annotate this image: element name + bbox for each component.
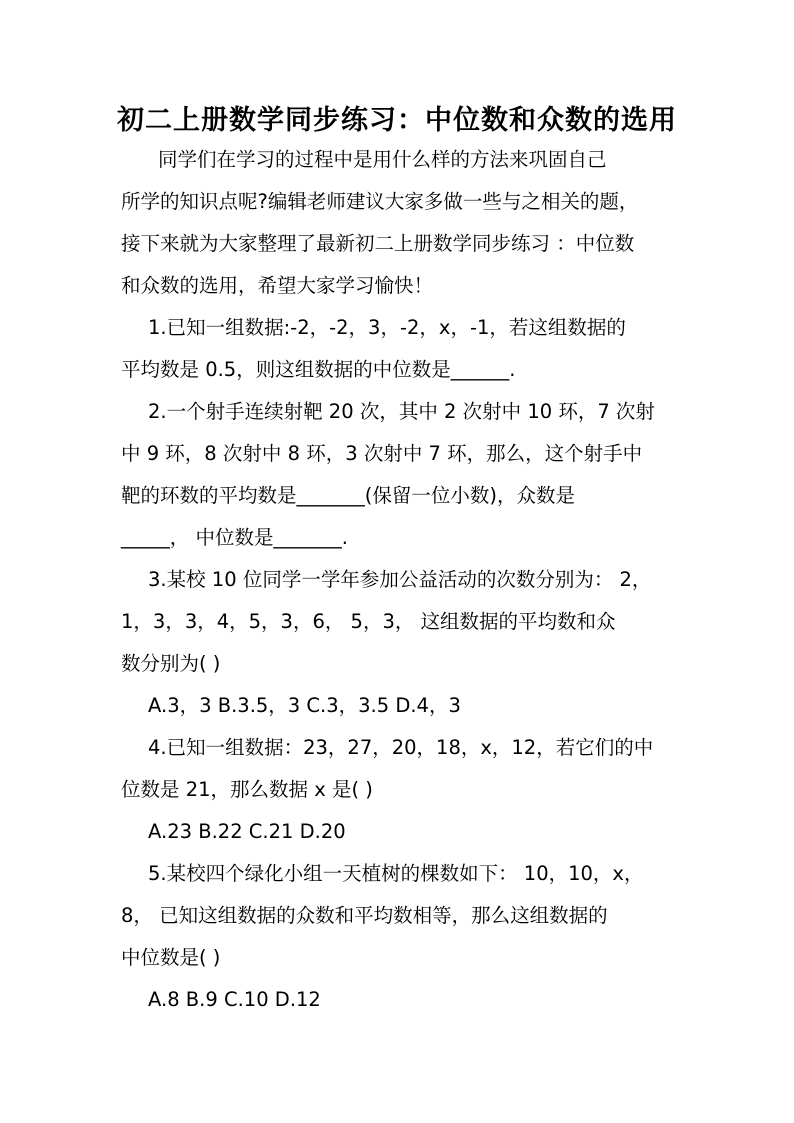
question-4-line: 位数是 21，那么数据 x 是( ) bbox=[121, 778, 373, 801]
question-3-line: 3.某校 10 位同学一学年参加公益活动的次数分别为： 2， bbox=[148, 568, 652, 591]
question-3-line: 数分别为( ) bbox=[121, 652, 221, 675]
question-2-line: _____， 中位数是_______. bbox=[121, 526, 348, 549]
question-5-options: A.8 B.9 C.10 D.12 bbox=[148, 988, 321, 1011]
intro-line: 所学的知识点呢?编辑老师建议大家多做一些与之相关的题， bbox=[121, 190, 639, 213]
question-4-options: A.23 B.22 C.21 D.20 bbox=[148, 820, 346, 843]
document-title: 初二上册数学同步练习：中位数和众数的选用 bbox=[117, 105, 677, 136]
question-3-line: 1，3，3，4，5，3，6， 5，3， 这组数据的平均数和众 bbox=[121, 610, 616, 633]
question-2-line: 2.一个射手连续射靶 20 次，其中 2 次射中 10 环，7 次射 bbox=[148, 400, 655, 423]
question-1-line: 1.已知一组数据:-2，-2，3，-2，x，-1，若这组数据的 bbox=[148, 316, 626, 339]
question-5-line: 8， 已知这组数据的众数和平均数相等，那么这组数据的 bbox=[121, 904, 608, 927]
intro-line: 接下来就为大家整理了最新初二上册数学同步练习 ：中位数 bbox=[121, 232, 635, 255]
intro-line: 和众数的选用，希望大家学习愉快！ bbox=[121, 274, 434, 297]
question-3-options: A.3，3 B.3.5，3 C.3，3.5 D.4，3 bbox=[148, 694, 461, 717]
question-4-line: 4.已知一组数据：23，27，20，18，x，12，若它们的中 bbox=[148, 736, 654, 759]
question-5-line: 5.某校四个绿化小组一天植树的棵数如下： 10，10，x， bbox=[148, 862, 644, 885]
question-2-line: 中 9 环，8 次射中 8 环，3 次射中 7 环，那么，这个射手中 bbox=[121, 442, 643, 465]
question-2-line: 靶的环数的平均数是_______(保留一位小数)，众数是 bbox=[121, 484, 575, 507]
question-1-line: 平均数是 0.5，则这组数据的中位数是______. bbox=[121, 358, 516, 381]
question-5-line: 中位数是( ) bbox=[121, 946, 221, 969]
intro-line: 同学们在学习的过程中是用什么样的方法来巩固自己 bbox=[158, 148, 607, 171]
